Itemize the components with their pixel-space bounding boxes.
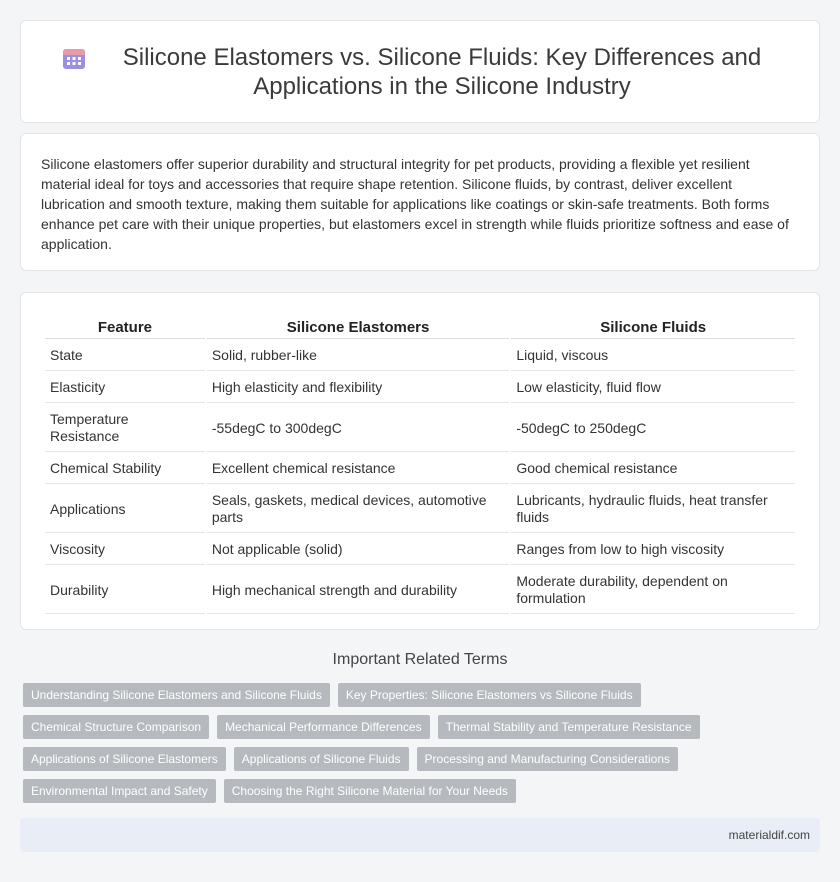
table-row [45, 373, 795, 403]
row-fluids: Ranges from low to high viscosity [511, 535, 795, 565]
tag-row [23, 683, 823, 707]
row-elastomers: Excellent chemical resistance [207, 454, 510, 484]
footer-site[interactable]: materialdif.com [728, 828, 810, 842]
table-row [45, 567, 795, 614]
row-feature: Viscosity [45, 535, 205, 565]
row-fluids: Liquid, viscous [511, 341, 795, 371]
table-row [45, 341, 795, 371]
intro-card [20, 133, 820, 271]
row-fluids: Lubricants, hydraulic fluids, heat transfer fluids [511, 486, 795, 533]
related-tag[interactable]: Choosing the Right Silicone Material for Your Needs [224, 779, 516, 803]
row-fluids: Low elasticity, fluid flow [511, 373, 795, 403]
related-tag[interactable]: Environmental Impact and Safety [23, 779, 216, 803]
row-elastomers: High elasticity and flexibility [207, 373, 510, 403]
title-card [20, 20, 820, 123]
header-elastomers: Silicone Elastomers [207, 315, 510, 339]
row-feature: State [45, 341, 205, 371]
tag-row [23, 715, 823, 739]
row-elastomers: Solid, rubber-like [207, 341, 510, 371]
tag-row [23, 779, 823, 803]
header-feature: Feature [45, 315, 205, 339]
related-tag[interactable]: Thermal Stability and Temperature Resistance [438, 715, 700, 739]
row-elastomers: Not applicable (solid) [207, 535, 510, 565]
table-row [45, 535, 795, 565]
row-fluids: Good chemical resistance [511, 454, 795, 484]
related-terms-title: Important Related Terms [332, 651, 508, 668]
intro-text: Silicone elastomers offer superior durability and structural integrity for pet products, providing a flexible yet resilient material ideal for toys and accessories that require shape retention. Silicone fluids, by contrast, deliver excellent lubrication and smooth texture, making them suitable for applications like coatings or skin-safe treatments. Both forms enhance pet care with their unique properties, but elastomers excel in strength while fluids prioritize softness and ease of application. [41, 156, 789, 252]
related-tag[interactable]: Key Properties: Silicone Elastomers vs Silicone Fluids [338, 683, 641, 707]
comparison-table-card [20, 292, 820, 630]
row-elastomers: -55degC to 300degC [207, 405, 510, 452]
header-fluids: Silicone Fluids [511, 315, 795, 339]
row-feature: Temperature Resistance [45, 405, 205, 452]
row-feature: Applications [45, 486, 205, 533]
related-tag[interactable]: Chemical Structure Comparison [23, 715, 209, 739]
row-feature: Chemical Stability [45, 454, 205, 484]
row-elastomers: High mechanical strength and durability [207, 567, 510, 614]
comparison-table [43, 313, 797, 616]
row-fluids: Moderate durability, dependent on formulation [511, 567, 795, 614]
row-feature: Elasticity [45, 373, 205, 403]
row-fluids: -50degC to 250degC [511, 405, 795, 452]
related-tag[interactable]: Applications of Silicone Elastomers [23, 747, 226, 771]
title-wrap [21, 43, 819, 101]
footer [20, 818, 820, 852]
related-tag[interactable]: Applications of Silicone Fluids [234, 747, 409, 771]
row-elastomers: Seals, gaskets, medical devices, automotive parts [207, 486, 510, 533]
table-row [45, 486, 795, 533]
tag-row [23, 747, 823, 771]
table-header-row [45, 315, 795, 339]
row-feature: Durability [45, 567, 205, 614]
related-tag[interactable]: Mechanical Performance Differences [217, 715, 430, 739]
related-tag[interactable]: Processing and Manufacturing Considerations [417, 747, 678, 771]
related-tags [23, 683, 823, 811]
calendar-icon [61, 45, 87, 71]
table-row [45, 405, 795, 452]
related-tag[interactable]: Understanding Silicone Elastomers and Silicone Fluids [23, 683, 330, 707]
page-title: Silicone Elastomers vs. Silicone Fluids: Key Differences and Applications in the Silicone Industry [122, 43, 762, 100]
table-row [45, 454, 795, 484]
